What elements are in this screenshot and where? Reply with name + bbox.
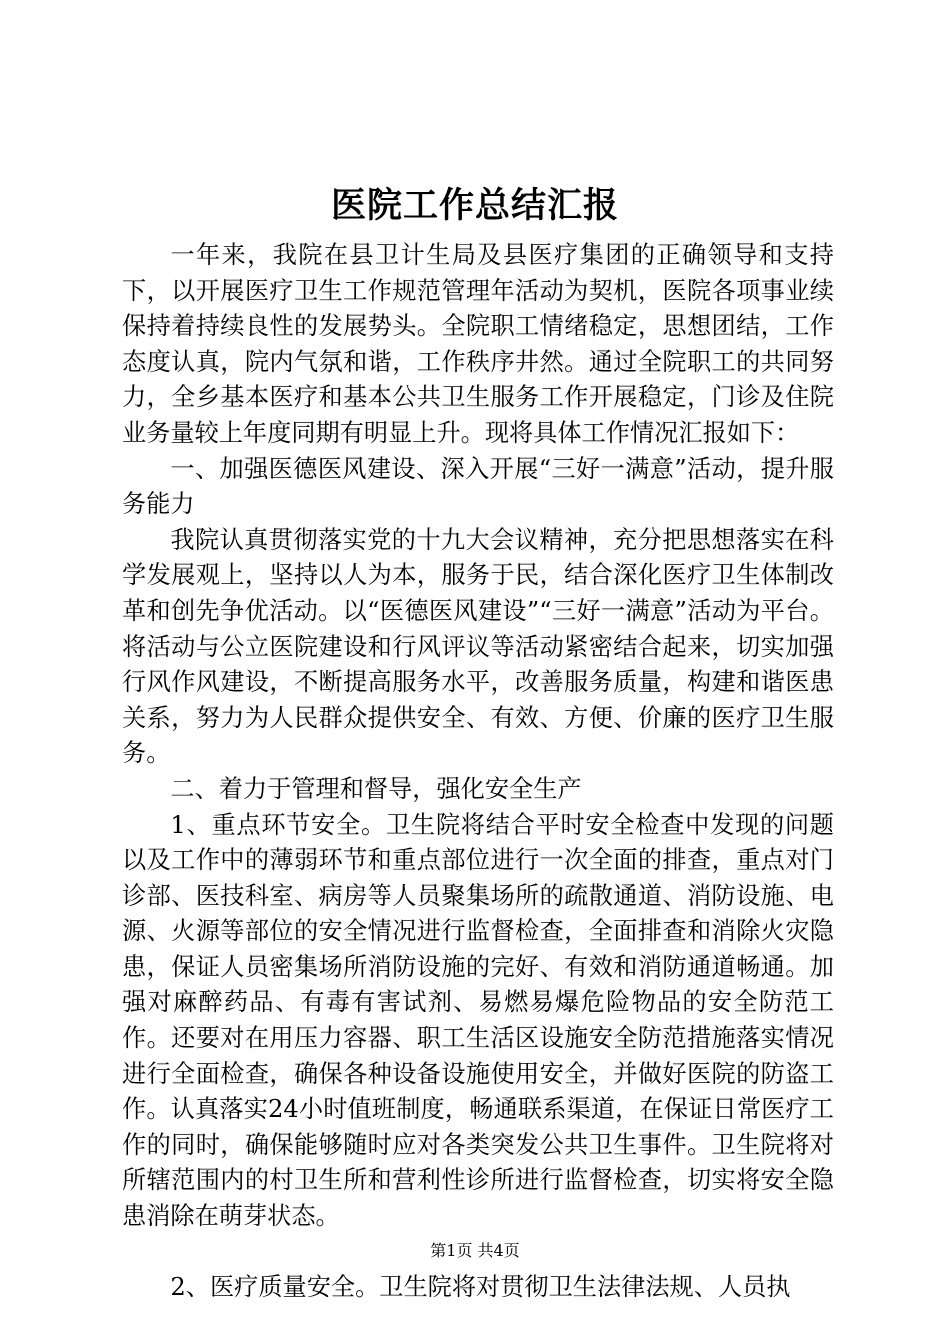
heading-section-1: 一、加强医德医风建设、深入开展“三好一满意”活动，提升服务能力 [122,454,834,519]
paragraph-intro: 一年来，我院在县卫计生局及县医疗集团的正确领导和支持下，以开展医疗卫生工作规范管理年活动为契机，医院各项事业续保持着持续良性的发展势头。全院职工情绪稳定，思想团结，工作态度认真，院内气氛和谐，工作秩序井然。通过全院职工的共同努力，全乡基本医疗和基本公共卫生服务工作开展稳定，门诊及住院业务量较上年度同期有明显上升。现将具体工作情况汇报如下： [122,241,834,447]
paragraph-medical-quality: 2、医疗质量安全。卫生院将对贯彻卫生法律法规、人员执 [170,1272,791,1301]
document-title: 医院工作总结汇报 [330,185,619,226]
paragraph-section-1: 我院认真贯彻落实党的十九大会议精神，充分把思想落实在科学发展观上，坚持以人为本，服务于民，结合深化医疗卫生体制改革和创先争优活动。以“医德医风建设”“三好一满意”活动为平台。将活动与公立医院建设和行风评议等活动紧密结合起来，切实加强行风作风建设，不断提高服务水平，改善服务质量，构建和谐医患关系，努力为人民群众提供安全、有效、方便、价廉的医疗卫生服务。 [122,525,834,768]
heading-section-2: 二、着力于管理和督导，强化安全生产 [170,774,582,803]
document-body [122,238,834,1305]
paragraph-key-safety: 1、重点环节安全。卫生院将结合平时安全检查中发现的问题以及工作中的薄弱环节和重点部位进行一次全面的排查，重点对门诊部、医技科室、病房等人员聚集场所的疏散通道、消防设施、电源、火源等部位的安全情况进行监督检查，全面排查和消除火灾隐患，保证人员密集场所消防设施的完好、有效和消防通道畅通。加强对麻醉药品、有毒有害试剂、易燃易爆危险物品的安全防范工作。还要对在用压力容器、职工生活区设施安全防范措施落实情况进行全面检查，确保各种设备设施使用安全，并做好医院的防盗工作。认真落实24小时值班制度，畅通联系渠道，在保证日常医疗工作的同时，确保能够随时应对各类突发公共卫生事件。卫生院将对所辖范围内的村卫生所和营利性诊所进行监督检查，切实将安全隐患消除在萌芽状态。 [122,810,834,1231]
page-footer: 第1页 共4页 [430,1241,520,1260]
